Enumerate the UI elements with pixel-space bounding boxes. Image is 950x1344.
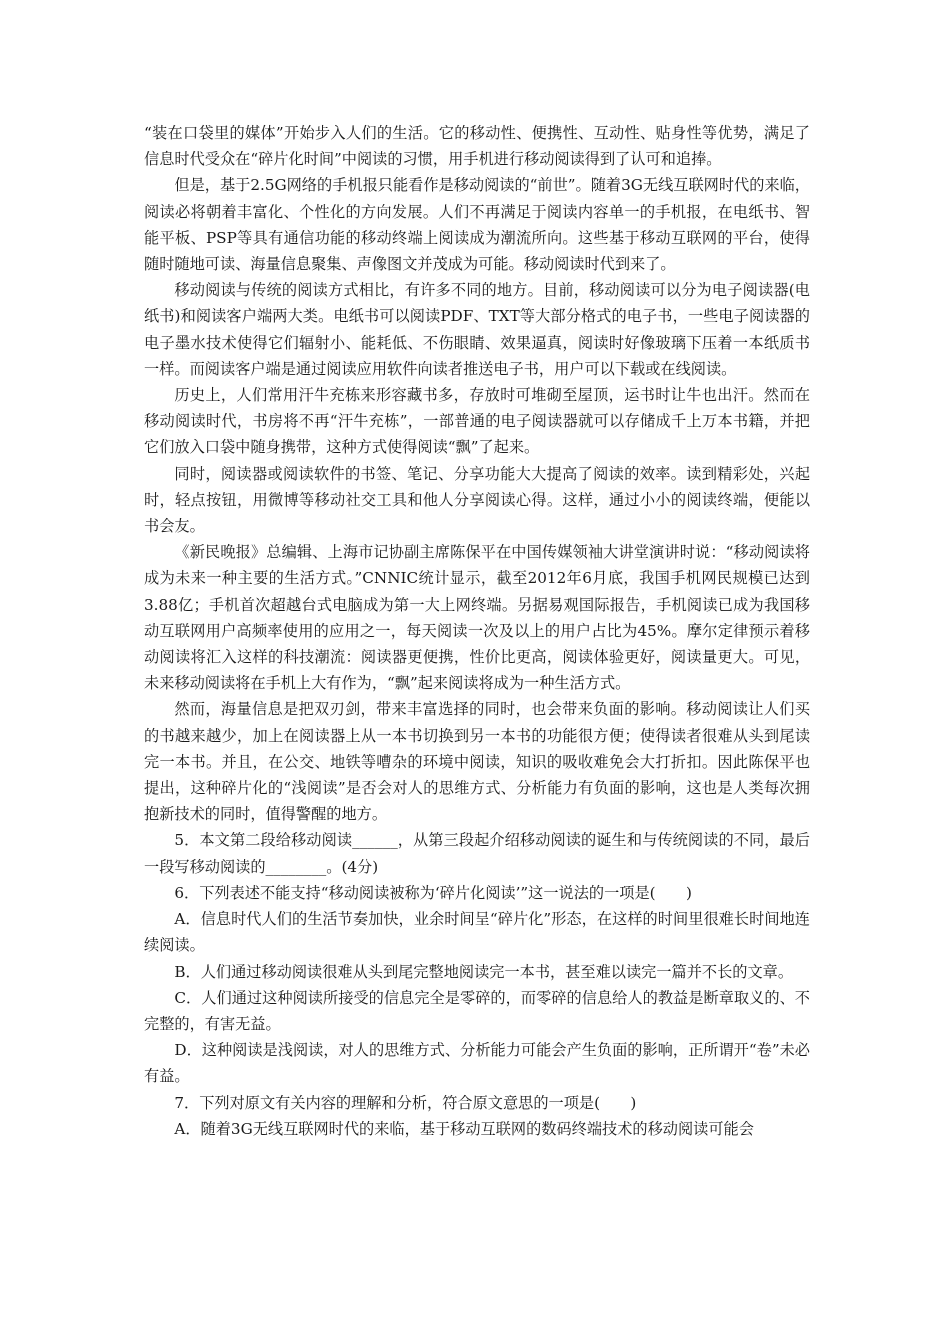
article-paragraph-2: 但是，基于2.5G网络的手机报只能看作是移动阅读的“前世”。随着3G无线互联网时代的来临，阅读必将朝着丰富化、个性化的方向发展。人们不再满足于阅读内容单一的手机报，在电纸书、智能平板、PSP等具有通信功能的移动终端上阅读成为潮流所向。这些基于移动互联网的平台，使得随时随地可读、海量信息聚集、声像图文并茂成为可能。移动阅读时代到来了。	[144, 176, 810, 274]
question-6-option-b: B．人们通过移动阅读很难从头到尾完整地阅读完一本书，甚至难以读完一篇并不长的文章。	[174, 962, 794, 981]
question-6-option-c: C．人们通过这种阅读所接受的信息完全是零碎的，而零碎的信息给人的教益是断章取义的、不完整的，有害无益。	[144, 988, 810, 1033]
article-paragraph-4: 历史上，人们常用汗牛充栋来形容藏书多，存放时可堆砌至屋顶，运书时让牛也出汗。然而在移动阅读时代，书房将不再“汗牛充栋”，一部普通的电子阅读器就可以存储成千上万本书籍，并把它们放入口袋中随身携带，这种方式使得阅读“飘”了起来。	[144, 386, 810, 457]
question-6-option-d: D．这种阅读是浅阅读，对人的思维方式、分析能力可能会产生负面的影响，正所谓开“卷”未必有益。	[144, 1041, 810, 1086]
question-6-option-a: A．信息时代人们的生活节奏加快，业余时间呈“碎片化”形态，在这样的时间里很难长时间地连续阅读。	[144, 910, 810, 955]
question-6-stem: 6．下列表述不能支持“移动阅读被称为‘碎片化阅读’”这一说法的一项是( )	[174, 883, 692, 902]
question-7-stem: 7．下列对原文有关内容的理解和分析，符合原文意思的一项是( )	[174, 1093, 637, 1112]
article-paragraph-5: 同时，阅读器或阅读软件的书签、笔记、分享功能大大提高了阅读的效率。读到精彩处，兴起时，轻点按钮，用微博等移动社交工具和他人分享阅读心得。这样，通过小小的阅读终端，便能以书会友。	[144, 464, 810, 536]
document-page	[144, 120, 810, 1142]
question-5: 5．本文第二段给移动阅读______，从第三段起介绍移动阅读的诞生和与传统阅读的不同，最后一段写移动阅读的________。(4分)	[144, 831, 810, 876]
article-paragraph-7: 然而，海量信息是把双刃剑，带来丰富选择的同时，也会带来负面的影响。移动阅读让人们买的书越来越少，加上在阅读器上从一本书切换到另一本书的功能很方便；使得读者很难从头到尾读完一本书。并且，在公交、地铁等嘈杂的环境中阅读，知识的吸收难免会大打折扣。因此陈保平也提出，这种碎片化的“浅阅读”是否会对人的思维方式、分析能力有负面的影响，这也是人类每次拥抱新技术的同时，值得警醒的地方。	[144, 700, 810, 824]
question-7-option-a: A．随着3G无线互联网时代的来临，基于移动互联网的数码终端技术的移动阅读可能会	[174, 1119, 754, 1138]
article-paragraph-6: 《新民晚报》总编辑、上海市记协副主席陈保平在中国传媒领袖大讲堂演讲时说：“移动阅读将成为未来一种主要的生活方式。”CNNIC统计显示，截至2012年6月底，我国手机网民规模已达到3.88亿；手机首次超越台式电脑成为第一大上网终端。另据易观国际报告，手机阅读已成为我国移动互联网用户高频率使用的应用之一，每天阅读一次及以上的用户占比为45%。摩尔定律预示着移动阅读将汇入这样的科技潮流：阅读器更便携，性价比更高，阅读体验更好，阅读量更大。可见，未来移动阅读将在手机上大有作为，“飘”起来阅读将成为一种生活方式。	[144, 543, 810, 693]
article-paragraph-3: 移动阅读与传统的阅读方式相比，有许多不同的地方。目前，移动阅读可以分为电子阅读器(电纸书)和阅读客户端两大类。电纸书可以阅读PDF、TXT等大部分格式的电子书，一些电子阅读器的电子墨水技术使得它们辐射小、能耗低、不伤眼睛、效果逼真，阅读时好像玻璃下压着一本纸质书一样。而阅读客户端是通过阅读应用软件向读者推送电子书，用户可以下载或在线阅读。	[144, 281, 810, 378]
article-paragraph-1: “装在口袋里的媒体”开始步入人们的生活。它的移动性、便携性、互动性、贴身性等优势，满足了信息时代受众在“碎片化时间”中阅读的习惯，用手机进行移动阅读得到了认可和追捧。	[144, 124, 810, 169]
